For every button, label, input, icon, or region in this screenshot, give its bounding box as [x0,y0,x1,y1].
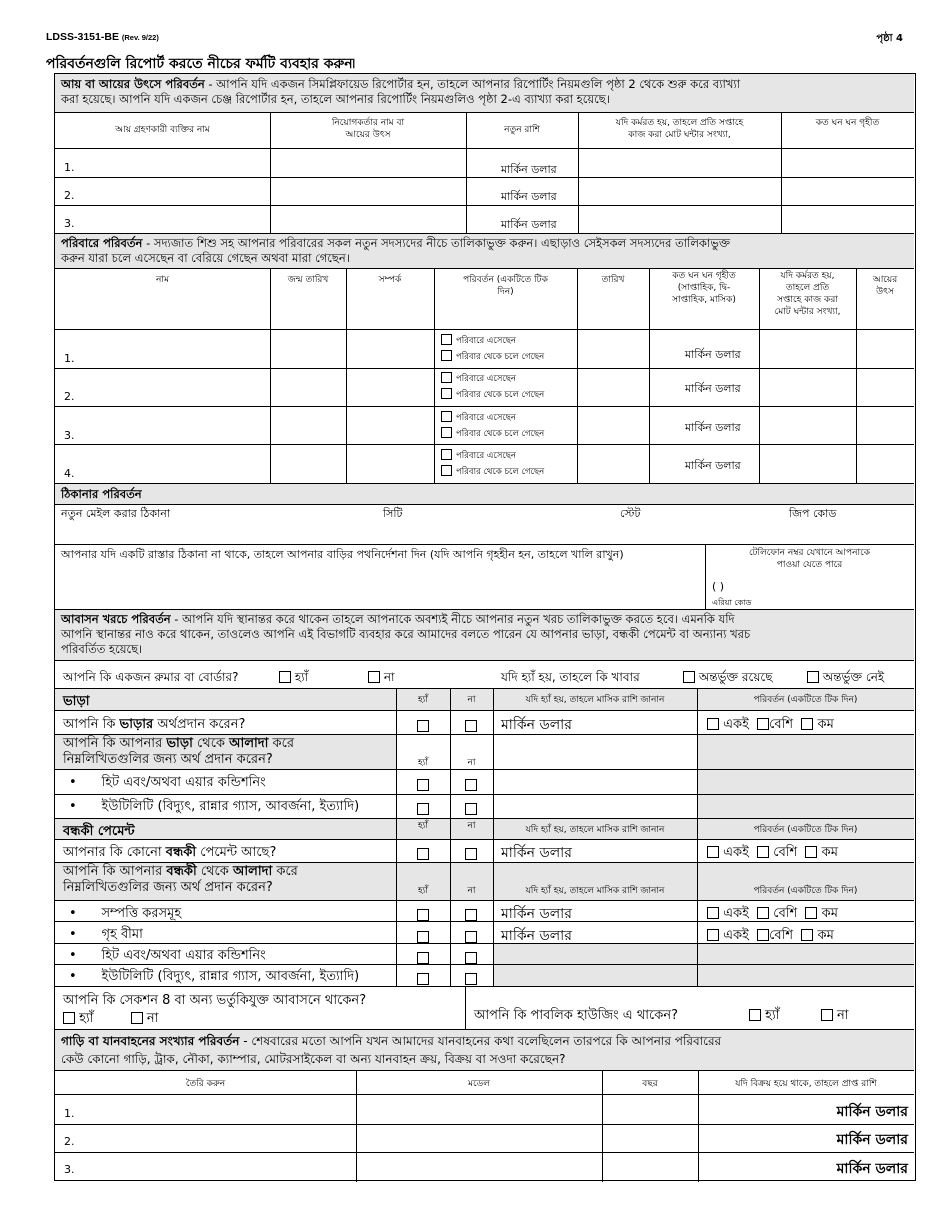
income-row-currency: মার্কিন ডলার [501,218,557,231]
checkbox[interactable] [417,803,429,815]
mortgage-heading: বন্ধকী পেমেন্ট [63,824,135,839]
checkbox[interactable] [465,848,477,860]
household-option-out[interactable]: পরিবার থেকে চলে গেছেন [441,350,544,364]
mortgage-separate-question: আপনি কি আপনার বন্ধকী থেকে আলাদা করে নিম্নলিখিতগুলির জন্য অর্থ প্রদান করেন? [63,864,298,895]
directions-label: আপনার যদি একটি রাস্তার ঠিকানা না থাকে, তাহলে আপনার বাড়ির পথনির্দেশনা দিন (যদি আপনি গৃহহীন হন, তাহলে খালি রাখুন) [61,548,624,561]
income-row-number: 2. [64,189,75,202]
checkbox[interactable] [417,952,429,964]
household-option-in[interactable]: পরিবারে এসেছেন [441,334,516,348]
checkbox[interactable] [465,931,477,943]
rent-change-options[interactable]: একই বেশি কম [707,715,834,736]
household-row-currency: মার্কিন ডলার [685,421,741,434]
checkbox[interactable] [441,350,452,361]
checkbox[interactable] [417,779,429,791]
household-row-currency: মার্কিন ডলার [685,382,741,395]
household-option-out[interactable]: পরিবার থেকে চলে গেছেন [441,427,544,441]
household-option-in[interactable]: পরিবারে এসেছেন [441,411,516,425]
area-code-paren[interactable]: ( ) [712,580,725,593]
checkbox[interactable] [417,720,429,732]
checkbox[interactable] [683,671,695,683]
checkbox[interactable] [757,929,769,941]
mortgage-amount[interactable]: মার্কিন ডলার [501,845,572,861]
roomer-yes[interactable]: হ্যাঁ [279,669,308,689]
state-label: স্টেট [620,507,641,520]
checkbox[interactable] [749,1009,761,1021]
rent-yes[interactable] [417,715,429,734]
col-model: মডেল [468,1079,490,1089]
checkbox[interactable] [441,388,452,399]
mortgage-item-utilities: • ইউটিলিটি (বিদ্যুৎ, রান্নার গ্যাস, আবর্জনা, ইত্যাদি) [69,969,360,984]
checkbox[interactable] [707,718,719,730]
col-date: তারিখ [601,275,625,285]
col-year: বছর [642,1079,658,1089]
vehicle-row-currency: মার্কিন ডলার [836,1161,908,1177]
heat-yes[interactable] [417,774,429,793]
checkbox[interactable] [279,671,291,683]
mortgage-question: আপনার কি কোনো বন্ধকী পেমেন্ট আছে? [63,845,277,860]
utilities-no[interactable] [465,798,477,817]
roomer-no[interactable]: না [368,669,394,689]
col-change: পরিবর্তন (একটিতে টিক দিন) [463,275,548,297]
household-option-in[interactable]: পরিবারে এসেছেন [441,372,516,386]
col-sold-amount: যদি বিক্রয় হয়ে থাকে, তাহলে প্রাপ্ত রাশি [735,1079,877,1089]
checkbox[interactable] [417,848,429,860]
checkbox[interactable] [441,465,452,476]
roomer-question: আপনি কি একজন রুমার বা বোর্ডার? [63,670,239,684]
mortgage-utilities-no[interactable] [465,968,477,987]
phone-label: টেলিফোন নম্বর যেখানে আপনাকে পাওয়া যেতে পারে [748,548,871,570]
address-header-bg [55,484,914,504]
housing-section-header: আবাসন খরচে পরিবর্তন - আপনি যদি স্থানান্তর করে থাকেন তাহলে আপনাকে অবশ্যই নীচে আপনার নতুন খরচ তালিকাভুক্ত করতে হবে। এমনকি যদি আপনি স্থানান্তর নাও করে থাকেন, তাওলেও আপনি এই বিভাগটি ব্যবহার করে আমাদের বলতে পারেন যে আপনার ভাড়া, বন্ধকী পেমেন্ট বা অন্যান্য খরচ পরিবর্তিত হয়েছে। [61,612,751,656]
meals-not-included[interactable]: অন্তর্ভুক্ত নেই [807,669,884,689]
rent-item-utilities: • ইউটিলিটি (বিদ্যুৎ, রান্নার গ্যাস, আবর্জনা, ইত্যাদি) [69,799,360,814]
col-yes: হ্যাঁ [418,821,428,831]
mortgage-item-heat: • হিট এবং/অথবা এয়ার কন্ডিশনিং [69,948,266,963]
checkbox[interactable] [465,720,477,732]
col-change: পরিবর্তন (একটিতে টিক দিন) [753,825,858,835]
vehicle-row-currency: মার্কিন ডলার [836,1104,908,1120]
col-monthly: যদি হ্যাঁ হয়, তাহলে মাসিক রাশি জানান [525,886,665,896]
household-option-out[interactable]: পরিবার থেকে চলে গেছেন [441,388,544,402]
checkbox[interactable] [465,909,477,921]
vehicle-row-currency: মার্কিন ডলার [836,1132,908,1148]
checkbox[interactable] [805,846,817,858]
household-row-currency: মার্কিন ডলার [685,348,741,361]
new-address-input[interactable] [55,516,914,544]
public-housing-question: আপনি কি পাবলিক হাউজিং এ থাকেন? [474,1008,678,1023]
checkbox[interactable] [757,846,769,858]
mortgage-yes[interactable] [417,843,429,862]
checkbox[interactable] [465,952,477,964]
zip-label: জিপ কোড [789,507,837,520]
checkbox[interactable] [441,334,452,345]
checkbox[interactable] [417,973,429,985]
col-yes: হ্যাঁ [418,886,428,896]
checkbox[interactable] [131,1012,143,1024]
col-frequency: কত ঘন ঘন গৃহীত [815,118,880,128]
public-housing-options[interactable]: হ্যাঁ না [749,1006,849,1027]
col-no: না [467,886,476,896]
rent-question: আপনি কি ভাড়ার অর্থপ্রদান করেন? [63,717,246,732]
household-row-number: 3. [64,429,75,442]
checkbox[interactable] [801,929,813,941]
checkbox[interactable] [368,671,380,683]
vehicle-row-number: 2. [64,1135,75,1148]
checkbox[interactable] [465,779,477,791]
checkbox[interactable] [465,973,477,985]
col-no: না [467,821,476,831]
form-id: LDSS-3151-BE (Rev. 9/22) [46,31,159,43]
checkbox[interactable] [63,1012,75,1024]
household-option-out[interactable]: পরিবার থেকে চলে গেছেন [441,465,544,479]
household-row-number: 1. [64,352,75,365]
household-row-number: 4. [64,467,75,480]
checkbox[interactable] [441,372,452,383]
rent-amount[interactable]: মার্কিন ডলার [501,717,572,733]
checkbox[interactable] [707,907,719,919]
address-section-header: ঠিকানার পরিবর্তন [61,487,142,501]
checkbox[interactable] [757,907,769,919]
col-name: নাম [156,275,169,285]
checkbox[interactable] [707,929,719,941]
directions-input[interactable] [55,559,705,609]
checkbox[interactable] [801,718,813,730]
checkbox[interactable] [805,907,817,919]
rent-gray-col [697,735,914,819]
household-row-currency: মার্কিন ডলার [685,459,741,472]
mortgage-item-insurance: • গৃহ বীমা [69,927,143,942]
col-make: তৈরি করুন [185,1079,226,1089]
col-receiver-name: আয় গ্রহণকারী ব্যক্তির নাম [115,125,210,135]
area-code-label: এরিয়া কোড [712,598,752,607]
checkbox[interactable] [417,931,429,943]
mortgage-item-tax: • সম্পত্তি করসমূহ [69,906,182,921]
col-monthly: যদি হ্যাঁ হয়, তাহলে মাসিক রাশি জানান [525,695,665,705]
meals-included[interactable]: অন্তর্ভুক্ত রয়েছে [683,669,773,689]
col-new-amount: নতুন রাশি [504,125,540,135]
vehicle-row-number: 1. [64,1107,75,1120]
page-title: পরিবর্তনগুলি রিপোর্ট করতে নীচের ফর্মটি ব্যবহার করুন৷ [46,56,355,72]
checkbox[interactable] [707,846,719,858]
col-weekly-hours: যদি কর্মরত হয়, তাহলে প্রতি সপ্তাহে কাজ করা মোট ঘন্টার সংখ্যা, [615,118,744,140]
rent-separate-question: আপনি কি আপনার ভাড়া থেকে আলাদা করে নিম্নলিখিতগুলির জন্য অর্থ প্রদান করেন? [63,736,294,767]
city-label: সিটি [383,507,403,520]
section8-question: আপনি কি সেকশন 8 বা অন্য ভর্তুকিযুক্ত আবাসনে থাকেন? [63,993,367,1008]
income-row-currency: মার্কিন ডলার [501,190,557,203]
rent-heading: ভাড়া [63,694,90,709]
mailing-address-label: নতুন মেইল করার ঠিকানা [61,507,171,520]
income-row-number: 3. [64,217,75,230]
heat-no[interactable] [465,774,477,793]
rent-no[interactable] [465,715,477,734]
vehicle-row-number: 3. [64,1163,75,1176]
col-yes: হ্যাঁ [418,695,428,705]
meals-question: যদি হ্যাঁ হয়, তাহলে কি খাবার [501,670,640,684]
mortgage-no[interactable] [465,843,477,862]
col-no: না [467,758,476,768]
col-monthly: যদি হ্যাঁ হয়, তাহলে মাসিক রাশি জানান [525,825,665,835]
checkbox[interactable] [807,671,819,683]
checkbox[interactable] [821,1009,833,1021]
page-number: পৃষ্ঠা 4 [876,33,903,44]
col-no: না [467,695,476,705]
col-dob: জন্ম তারিখ [287,275,329,285]
tax-amount[interactable]: মার্কিন ডলার [501,906,572,922]
tax-change-options[interactable]: একই বেশি কম [707,904,838,925]
household-row-number: 2. [64,390,75,403]
mortgage-change-options[interactable]: একই বেশি কম [707,843,838,864]
insurance-change-options[interactable]: একই বেশি কম [707,926,834,947]
section8-options[interactable]: হ্যাঁ না [63,1009,158,1030]
vehicle-section-header: গাড়ি বা যানবাহনের সংখ্যার পরিবর্তন - শেষবারের মতো আপনি যখন আমাদের যানবাহনের কথা বলেছিলেন তারপরে কি আপনার পরিবারের কেউ কোনো গাড়ি, ট্রাক, নৌকা, ক্যাম্পার, মোটরসাইকেল বা অন্য যানবাহন ক্রয়, বিক্রয় বা সওদা করেছেন? [61,1034,722,1066]
checkbox[interactable] [465,803,477,815]
col-weekly-hours: যদি কর্মরত হয়, তাহলে প্রতি সপ্তাহে কাজ করা মোট ঘন্টার সংখ্যা, [774,271,841,317]
rent-item-heat: • হিট এবং/অথবা এয়ার কন্ডিশনিং [69,775,266,790]
utilities-yes[interactable] [417,798,429,817]
col-frequency: কত ঘন ঘন গৃহীত (সাপ্তাহিক, দ্বি- সাপ্তাহিক, মাসিক) [672,271,736,305]
income-row-currency: মার্কিন ডলার [501,163,557,176]
household-option-in[interactable]: পরিবারে এসেছেন [441,449,516,463]
income-section-header: আয় বা আয়ের উৎসে পরিবর্তন - আপনি যদি একজন সিমপ্লিফায়েড রিপোর্টার হন, তাহলে আপনার রিপোর্টিং নিয়মগুলি পৃষ্ঠা 2 থেকে শুরু করে ব্যাখ্যা করা হয়েছে। আপনি যদি একজন চেঞ্জ রিপোর্টার হন, তাহলে আপনার রিপোর্টিং নিয়মগুলিও পৃষ্ঠা 2-এ ব্যাখ্যা করা হয়েছে। [61,77,741,106]
col-income-source: আয়ের উৎস [872,275,898,297]
col-relation: সম্পর্ক [378,275,402,285]
mortgage-utilities-yes[interactable] [417,968,429,987]
form-frame [54,73,916,1181]
checkbox[interactable] [757,718,769,730]
col-employer: নিয়োগকর্তার নাম বা আয়ের উৎস [331,118,405,140]
checkbox[interactable] [441,427,452,438]
col-change: পরিবর্তন (একটিতে টিক দিন) [753,886,858,896]
income-row-number: 1. [64,161,75,174]
household-section-header: পরিবারে পরিবর্তন - সদ্যজাত শিশু সহ আপনার পরিবারের সকল নতুন সদস্যদের নীচে তালিকাভুক্ত করুন। এছাড়াও সেইসকল সদস্যদের তালিকাভুক্ত করুন যারা চলে এসেছেন বা বেরিয়ে গেছেন অথবা মারা গেছেন। [61,236,731,265]
col-change: পরিবর্তন (একটিতে টিক দিন) [753,695,858,705]
checkbox[interactable] [441,449,452,460]
col-yes: হ্যাঁ [418,758,428,768]
checkbox[interactable] [441,411,452,422]
insurance-amount[interactable]: মার্কিন ডলার [501,928,572,944]
checkbox[interactable] [417,909,429,921]
